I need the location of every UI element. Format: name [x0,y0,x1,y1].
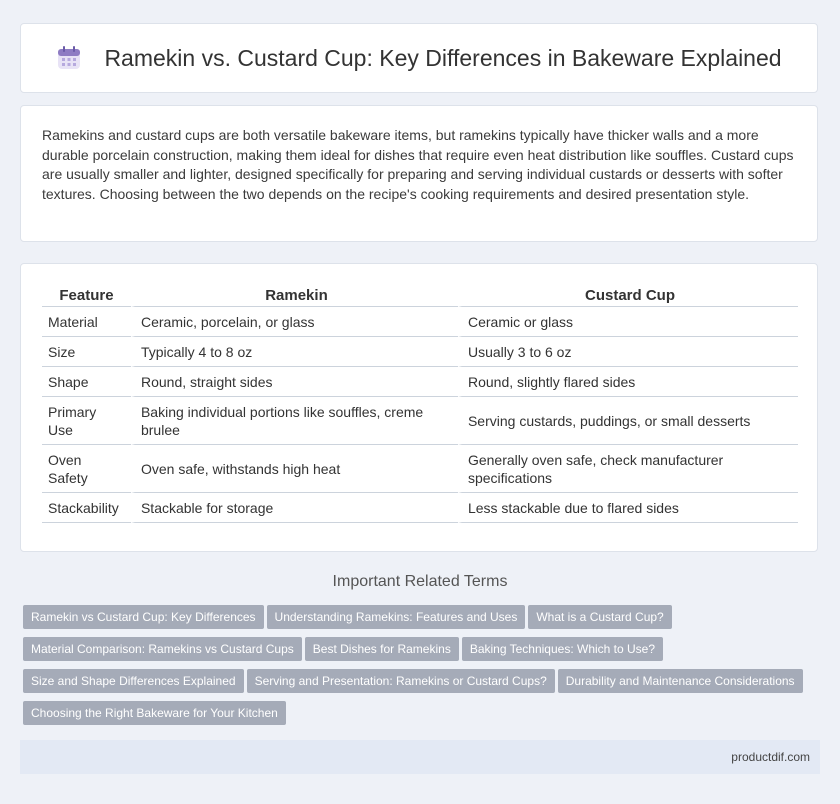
table-row [42,367,798,397]
comparison-table [42,284,798,523]
related-term-tag[interactable]: Durability and Maintenance Considerations [558,669,803,693]
related-term-tag[interactable]: Baking Techniques: Which to Use? [462,637,663,661]
feature-cell: Shape [42,367,131,397]
header-custard-cup: Custard Cup [458,284,798,307]
intro-text: Ramekins and custard cups are both versatile bakeware items, but ramekins typically have thicker walls and a more durable porcelain construction, making them ideal for dishes that require even heat distribution like souffles. Custard cups are usually smaller and lighter, designed specifically for preparing and serving individual custards or desserts with softer textures. Choosing between the two depends on the recipe's cooking requirements and desired presentation style. [42,127,794,202]
related-term-tag[interactable]: Size and Shape Differences Explained [23,669,244,693]
table-header-row [42,284,798,307]
related-term-tag[interactable]: Understanding Ramekins: Features and Uses [267,605,526,629]
table-row [42,337,798,367]
related-term-tag[interactable]: Material Comparison: Ramekins vs Custard Cups [23,637,302,661]
page-header [20,23,818,93]
ramekin-cell: Typically 4 to 8 oz [131,337,458,367]
related-term-tag[interactable]: What is a Custard Cup? [528,605,671,629]
related-term-tag[interactable]: Best Dishes for Ramekins [305,637,459,661]
feature-cell: Size [42,337,131,367]
table-row [42,397,798,445]
custard-cup-cell: Serving custards, puddings, or small desserts [458,397,798,445]
ramekin-cell: Baking individual portions like souffles, creme brulee [131,397,458,445]
header-ramekin: Ramekin [131,284,458,307]
comparison-table-card [20,263,818,552]
table-row [42,493,798,523]
page-title: Ramekin vs. Custard Cup: Key Differences in Bakeware Explained [104,44,782,71]
related-term-tag[interactable]: Serving and Presentation: Ramekins or Custard Cups? [247,669,555,693]
table-row [42,307,798,337]
feature-cell: Stackability [42,493,131,523]
table-row [42,445,798,493]
ramekin-cell: Ceramic, porcelain, or glass [131,307,458,337]
feature-cell: Primary Use [42,397,131,445]
footer [20,740,820,774]
custard-cup-cell: Usually 3 to 6 oz [458,337,798,367]
related-term-tag[interactable]: Ramekin vs Custard Cup: Key Differences [23,605,264,629]
intro-section [20,105,818,242]
feature-cell: Material [42,307,131,337]
custard-cup-cell: Round, slightly flared sides [458,367,798,397]
ramekin-cell: Oven safe, withstands high heat [131,445,458,493]
ramekin-cell: Round, straight sides [131,367,458,397]
custard-cup-cell: Generally oven safe, check manufacturer specifications [458,445,798,493]
related-terms-title: Important Related Terms [332,573,508,590]
footer-site[interactable]: productdif.com [731,750,810,764]
related-term-tag[interactable]: Choosing the Right Bakeware for Your Kitchen [23,701,286,725]
calendar-icon [56,45,82,71]
header-feature: Feature [42,284,131,307]
feature-cell: Oven Safety [42,445,131,493]
custard-cup-cell: Ceramic or glass [458,307,798,337]
related-terms-tags [23,605,823,733]
custard-cup-cell: Less stackable due to flared sides [458,493,798,523]
ramekin-cell: Stackable for storage [131,493,458,523]
